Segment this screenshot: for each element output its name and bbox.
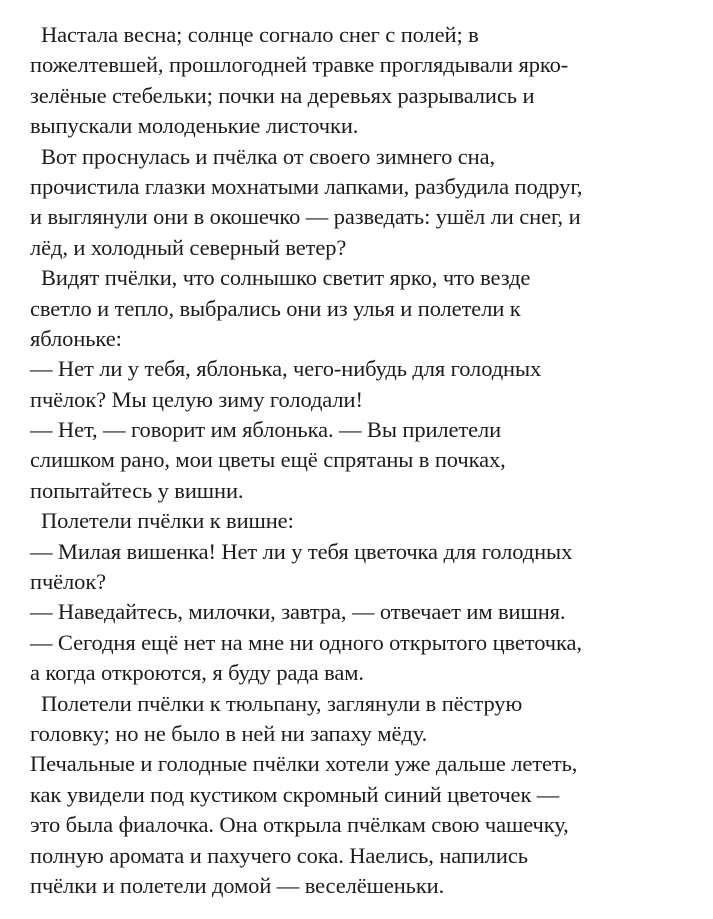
text-line: Настала весна; солнце согнало снег с полей; в	[41, 22, 479, 47]
text-line: яблоньке:	[30, 325, 122, 351]
text-line: это была фиалочка. Она открыла пчёлкам свою чашечку,	[30, 812, 569, 838]
text-line: светло и тепло, выбрались они из улья и полетели к	[30, 295, 521, 321]
text-line: головку; но не было в ней ни запаху мёду.	[30, 720, 428, 746]
text-line: лёд, и холодный северный ветер?	[30, 234, 347, 260]
text-line: зелёные стебельки; почки на деревьях разрывались и	[30, 82, 535, 108]
text-line: — Сегодня ещё нет на мне ни одного открытого цветочка,	[30, 629, 582, 655]
text-line: пожелтевшей, прошлогодней травке проглядывали ярко-	[30, 52, 569, 78]
text-line: Полетели пчёлки к тюльпану, заглянули в пёструю	[41, 690, 523, 716]
text-line: Печальные и голодные пчёлки хотели уже дальше лететь,	[30, 751, 578, 777]
text-line: попытайтесь у вишни.	[30, 477, 244, 503]
text-line: пчёлок? Мы целую зиму голодали!	[30, 386, 363, 412]
text-line: пчёлки и полетели домой — веселёшеньки.	[30, 872, 445, 898]
text-line: Вот проснулась и пчёлка от своего зимнего сна,	[41, 143, 496, 169]
text-line: Полетели пчёлки к вишне:	[41, 508, 294, 534]
text-line: — Милая вишенка! Нет ли у тебя цветочка для голодных	[30, 538, 573, 564]
text-line: а когда откроются, я буду рада вам.	[30, 660, 364, 686]
text-line: слишком рано, мои цветы ещё спрятаны в почках,	[30, 447, 506, 473]
text-line: — Наведайтесь, милочки, завтра, — отвечает им вишня.	[30, 599, 566, 625]
text-line: выпускали молоденькие листочки.	[30, 113, 359, 139]
text-line: — Нет ли у тебя, яблонька, чего-нибудь для голодных	[30, 356, 542, 382]
text-line: Видят пчёлки, что солнышко светит ярко, что везде	[41, 265, 531, 291]
text-line: прочистила глазки мохнатыми лапками, разбудила подруг,	[30, 173, 583, 199]
text-line: — Нет, — говорит им яблонька. — Вы прилетели	[30, 417, 502, 443]
story-text	[30, 20, 690, 901]
text-line: как увидели под кустиком скромный синий цветочек —	[30, 781, 560, 807]
text-line: и выглянули они в окошечко — разведать: ушёл ли снег, и	[30, 204, 581, 230]
text-line: полную аромата и пахучего сока. Наелись, напились	[30, 842, 528, 868]
text-line: пчёлок?	[30, 569, 107, 595]
